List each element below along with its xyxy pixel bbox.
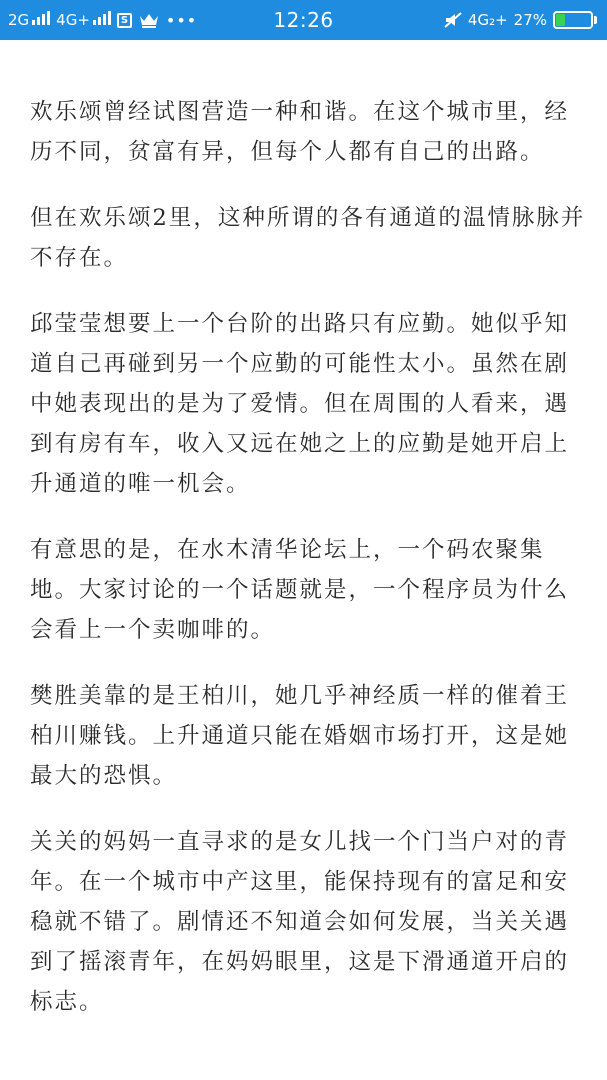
status-time: 12:26 [273,8,334,32]
article-paragraph: 欢乐颂曾经试图营造一种和谐。在这个城市里，经历不同，贫富有异，但每个人都有自己的出路。 [30,99,570,165]
article-paragraph: 有意思的是，在水木清华论坛上，一个码农聚集地。大家讨论的一个话题就是，一个程序员为什么会看上一个卖咖啡的。 [30,537,570,643]
article-paragraph: 邱莹莹想要上一个台阶的出路只有应勤。她似乎知道自己再碰到另一个应勤的可能性太小。虽然在剧中她表现出的是为了爱情。但在周围的人看来，遇到有房有车，收入又远在她之上的应勤是她开启上升通道的唯一机会。 [30,311,570,497]
network-4g2: 4G₂+ [467,11,508,29]
network-2g-label: 2G [8,11,30,29]
app-s-icon: S [117,13,132,28]
battery-icon [553,11,597,29]
battery-percent: 27% [513,11,547,29]
status-bar [0,0,607,40]
more-icon: ••• [165,10,198,30]
network-4g-label: 4G+ [56,11,90,29]
article-paragraph: 关关的妈妈一直寻求的是女儿找一个门当户对的青年。在一个城市中产这里，能保持现有的富足和安稳就不错了。剧情还不知道会如何发展，当关关遇到了摇滚青年，在妈妈眼里，这是下滑通道开启的标志。 [30,829,570,1015]
battery-fill [556,14,565,26]
article-body [30,92,590,1048]
status-right [444,0,597,40]
mute-icon [444,12,462,28]
article-paragraph: 但在欢乐颂2里，这种所谓的各有通道的温情脉脉并不存在。 [30,205,586,271]
article-paragraph: 樊胜美靠的是王柏川，她几乎神经质一样的催着王柏川赚钱。上升通道只能在婚姻市场打开，这是她最大的恐惧。 [30,683,570,789]
